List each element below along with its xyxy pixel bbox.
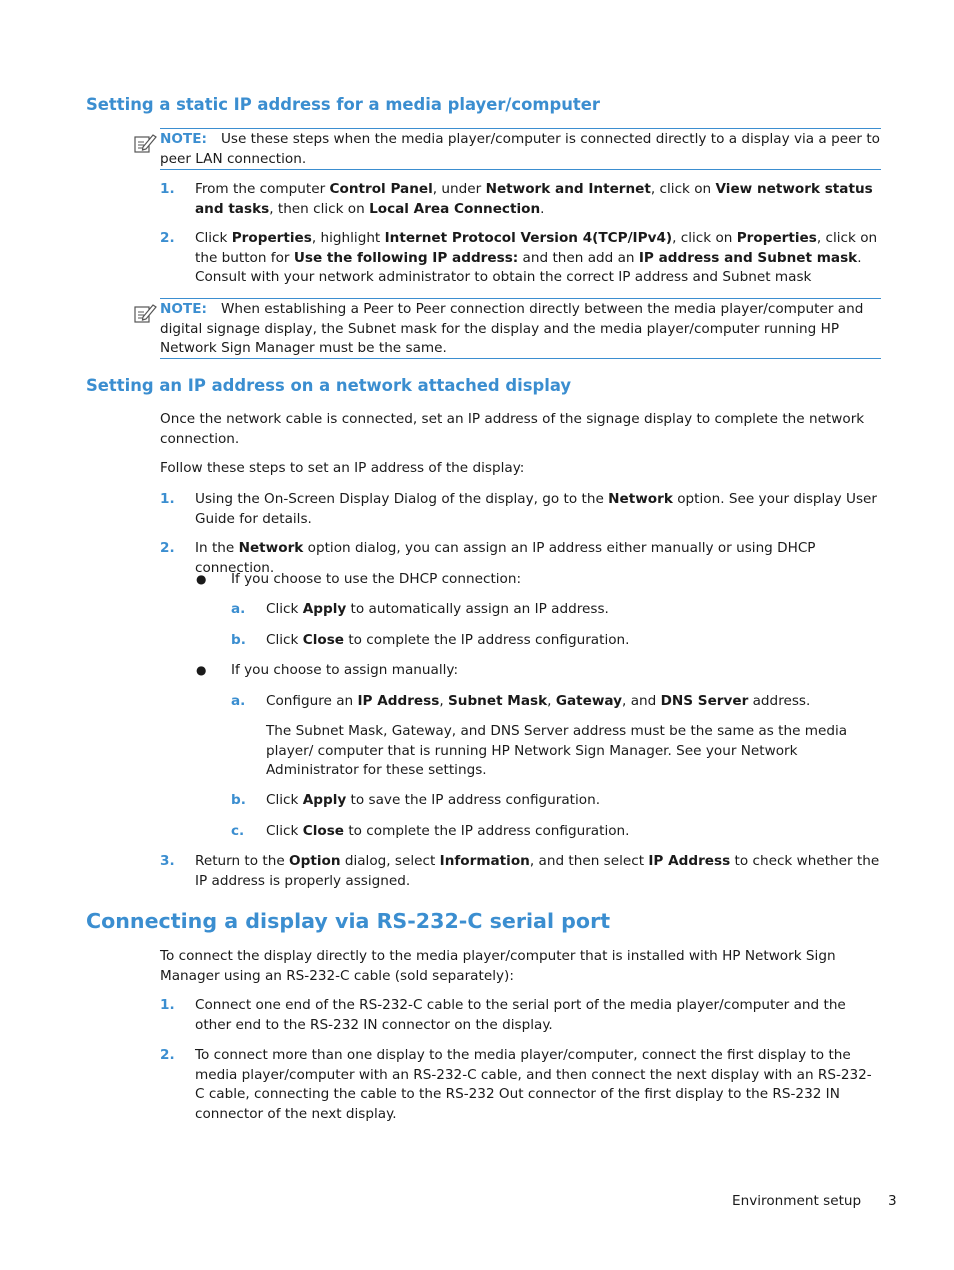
note-pencil-icon xyxy=(133,302,157,324)
note-pencil-icon xyxy=(133,132,157,154)
bullet-text: If you choose to assign manually: xyxy=(231,662,459,678)
bullet: ● xyxy=(196,663,207,677)
section-heading-rs232: Connecting a display via RS-232-C serial port xyxy=(86,909,611,933)
step-number: 3. xyxy=(160,853,175,869)
paragraph: Follow these steps to set an IP address of the display: xyxy=(160,460,525,476)
note-text: When establishing a Peer to Peer connection directly between the media player/computer and digital signage display, the Subnet mask for the display and the media player/computer running HP Network Sign Manager must be the same. xyxy=(160,301,864,356)
step-number: 1. xyxy=(160,491,175,507)
footer-page-number: 3 xyxy=(888,1193,897,1209)
section-heading-network-display: Setting an IP address on a network attached display xyxy=(86,376,572,395)
note-text: Use these steps when the media player/computer is connected directly to a display via a peer to peer LAN connection. xyxy=(160,131,880,167)
section-heading-static-ip: Setting a static IP address for a media player/computer xyxy=(86,95,600,114)
substep-letter: b. xyxy=(231,792,246,808)
substep-letter: a. xyxy=(231,601,246,617)
step-number: 2. xyxy=(160,1047,175,1063)
substep-text: Click Close to complete the IP address configuration. xyxy=(266,823,630,839)
bullet-text: If you choose to use the DHCP connection: xyxy=(231,571,522,587)
bullet: ● xyxy=(196,572,207,586)
step-text: To connect more than one display to the media player/computer, connect the first display to the media player/computer with an RS-232-C cable, and then connect the next display with an RS-232-C cable, connecting the cable to the RS-232 Out connector of the first display to the RS-232 IN connector of the next display. xyxy=(195,1047,872,1122)
substep-paragraph: The Subnet Mask, Gateway, and DNS Server address must be the same as the media player/ computer that is running HP Network Sign Manager. See your Network Administrator for these settings. xyxy=(266,723,848,778)
note-label: NOTE: xyxy=(160,131,207,147)
step-text: Using the On-Screen Display Dialog of the display, go to the Network option. See your display User Guide for details. xyxy=(195,491,877,527)
paragraph: Once the network cable is connected, set an IP address of the signage display to complete the network connection. xyxy=(160,411,865,447)
substep-letter: c. xyxy=(231,823,245,839)
step-text: In the Network option dialog, you can assign an IP address either manually or using DHCP connection. xyxy=(195,540,816,576)
step-text: From the computer Control Panel, under Network and Internet, click on View network status and tasks, then click on Local Area Connection. xyxy=(195,181,873,217)
substep-text: Configure an IP Address, Subnet Mask, Gateway, and DNS Server address. xyxy=(266,693,811,709)
substep-letter: b. xyxy=(231,632,246,648)
paragraph: To connect the display directly to the media player/computer that is installed with HP Network Sign Manager using an RS-232-C cable (sold separately): xyxy=(160,948,836,984)
substep-text: Click Apply to automatically assign an IP address. xyxy=(266,601,609,617)
substep-text: Click Close to complete the IP address configuration. xyxy=(266,632,630,648)
step-text: Connect one end of the RS-232-C cable to the serial port of the media player/computer and the other end to the RS-232 IN connector on the display. xyxy=(195,997,846,1033)
substep-text: Click Apply to save the IP address configuration. xyxy=(266,792,601,808)
step-number: 1. xyxy=(160,997,175,1013)
step-number: 2. xyxy=(160,540,175,556)
step-text: Click Properties, highlight Internet Protocol Version 4(TCP/IPv4), click on Properties, click on the button for Use the following IP address: and then add an IP address and Subnet mask. Consult with your network administrator to obtain the correct IP address and Subnet mask xyxy=(195,230,878,285)
step-text: Return to the Option dialog, select Information, and then select IP Address to check whether the IP address is properly assigned. xyxy=(195,853,880,889)
step-number: 1. xyxy=(160,181,175,197)
substep-letter: a. xyxy=(231,693,246,709)
note-label: NOTE: xyxy=(160,301,207,317)
note-box-1 xyxy=(160,128,881,170)
footer-section-name: Environment setup xyxy=(732,1193,862,1209)
note-box-2 xyxy=(160,298,881,359)
step-number: 2. xyxy=(160,230,175,246)
